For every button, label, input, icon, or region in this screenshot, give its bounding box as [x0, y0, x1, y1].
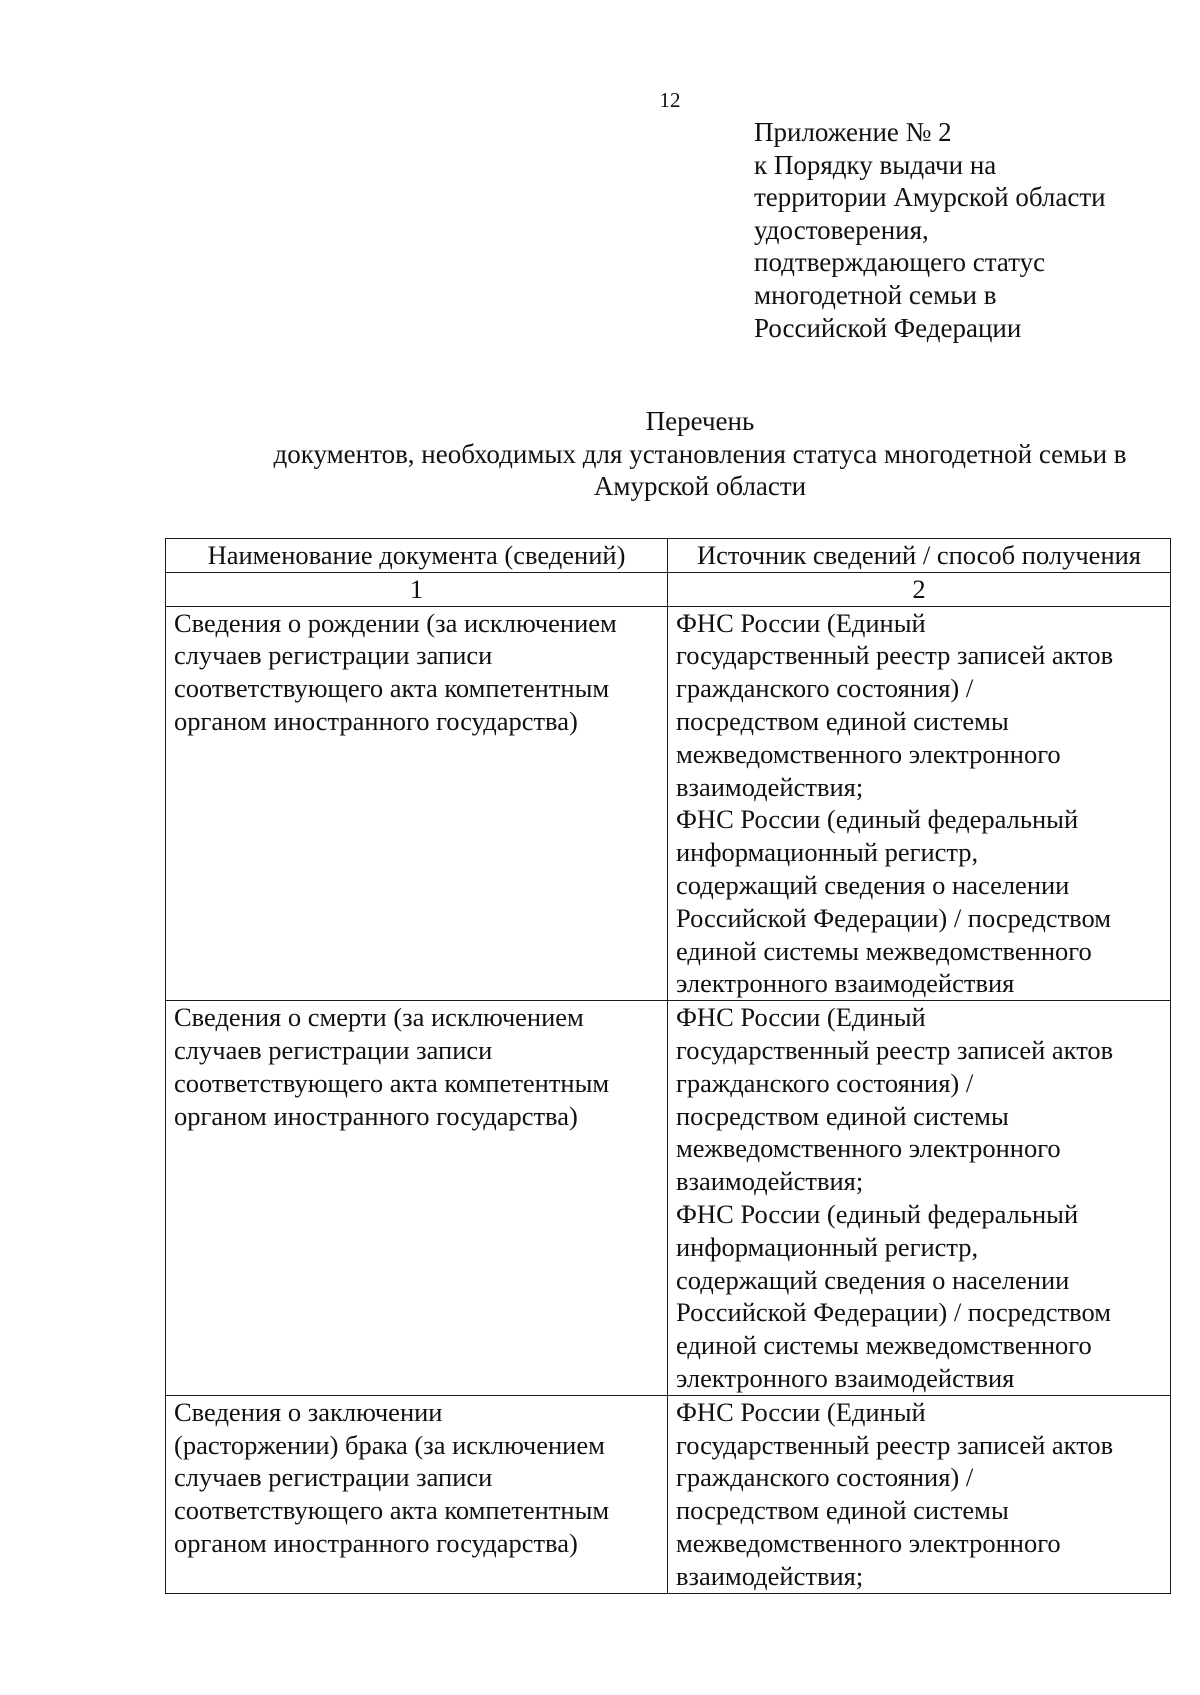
source-line: единой системы межведомственного: [676, 935, 1092, 966]
document-name-line: Сведения о смерти (за исключением: [174, 1002, 584, 1033]
column-number: 2: [668, 572, 1171, 606]
source-line: содержащий сведения о населении: [676, 1264, 1070, 1295]
source-line: взаимодействия;: [676, 1166, 864, 1197]
document-name-line: соответствующего акта компетентным: [174, 1495, 610, 1526]
source-line: посредством единой системы: [676, 1495, 1009, 1526]
document-name-line: случаев регистрации записи: [174, 1034, 493, 1065]
table-row: [166, 606, 1171, 1001]
document-name-line: органом иностранного государства): [174, 705, 578, 736]
appendix-line: многодетной семьи в: [754, 279, 997, 310]
page-number: 12: [659, 88, 681, 112]
source-line: ФНС России (единый федеральный: [676, 804, 1079, 835]
source-line: единой системы межведомственного: [676, 1330, 1092, 1361]
source-line: содержащий сведения о населении: [676, 869, 1070, 900]
appendix-line: подтверждающего статус: [754, 247, 1046, 278]
source-line: межведомственного электронного: [676, 1133, 1061, 1164]
source-line: информационный регистр,: [676, 837, 979, 868]
table-row: [166, 1001, 1171, 1396]
source-line: государственный реестр записей актов: [676, 640, 1114, 671]
document-name-line: Сведения о заключении: [174, 1396, 443, 1427]
appendix-line: Приложение № 2: [754, 117, 952, 147]
source-line: гражданского состояния) /: [676, 1067, 974, 1098]
source-line: Российской Федерации) / посредством: [676, 1297, 1111, 1328]
table-row: [166, 1395, 1171, 1593]
document-name-line: соответствующего акта компетентным: [174, 1067, 610, 1098]
source-cell: [668, 606, 1171, 1001]
source-line: гражданского состояния) /: [676, 673, 974, 704]
column-number-row: [166, 572, 1171, 606]
document-name-line: случаев регистрации записи: [174, 640, 493, 671]
source-line: взаимодействия;: [676, 771, 864, 802]
column-number: 1: [166, 572, 668, 606]
source-line: государственный реестр записей актов: [676, 1429, 1114, 1460]
header-source: Источник сведений / способ получения: [668, 539, 1171, 573]
appendix-line: к Порядку выдачи на: [754, 149, 997, 180]
document-name-line: Сведения о рождении (за исключением: [174, 607, 617, 638]
appendix-reference: [754, 116, 1154, 344]
appendix-line: удостоверения,: [754, 214, 929, 245]
source-line: электронного взаимодействия: [676, 968, 1015, 999]
source-line: государственный реестр записей актов: [676, 1034, 1114, 1065]
document-heading: [230, 405, 1170, 503]
document-name-line: соответствующего акта компетентным: [174, 673, 610, 704]
source-cell: [668, 1395, 1171, 1593]
heading-subtitle-line: документов, необходимых для установления статуса многодетной семьи в: [273, 438, 1127, 469]
heading-subtitle-line: Амурской области: [593, 471, 807, 501]
source-line: ФНС России (Единый: [676, 1396, 926, 1427]
document-name-line: органом иностранного государства): [174, 1527, 578, 1558]
document-name-cell: [166, 1395, 668, 1593]
table-header-row: [166, 539, 1171, 573]
source-line: посредством единой системы: [676, 705, 1009, 736]
appendix-line: Российской Федерации: [754, 312, 1022, 343]
source-line: ФНС России (Единый: [676, 1002, 926, 1033]
document-name-cell: [166, 606, 668, 1001]
source-line: взаимодействия;: [676, 1560, 864, 1591]
source-line: ФНС России (единый федеральный: [676, 1198, 1079, 1229]
document-name-line: случаев регистрации записи: [174, 1462, 493, 1493]
source-line: посредством единой системы: [676, 1100, 1009, 1131]
source-line: Российской Федерации) / посредством: [676, 902, 1111, 933]
source-line: информационный регистр,: [676, 1231, 979, 1262]
source-line: ФНС России (Единый: [676, 607, 926, 638]
documents-table: [165, 538, 1171, 1594]
appendix-line: территории Амурской области: [754, 182, 1106, 213]
document-name-cell: [166, 1001, 668, 1396]
header-document-name: Наименование документа (сведений): [166, 539, 668, 573]
document-name-line: органом иностранного государства): [174, 1100, 578, 1131]
source-line: межведомственного электронного: [676, 738, 1061, 769]
document-name-line: (расторжении) брака (за исключением: [174, 1429, 605, 1460]
source-cell: [668, 1001, 1171, 1396]
source-line: электронного взаимодействия: [676, 1362, 1015, 1393]
source-line: межведомственного электронного: [676, 1527, 1061, 1558]
source-line: гражданского состояния) /: [676, 1462, 974, 1493]
heading-title: Перечень: [645, 406, 755, 436]
